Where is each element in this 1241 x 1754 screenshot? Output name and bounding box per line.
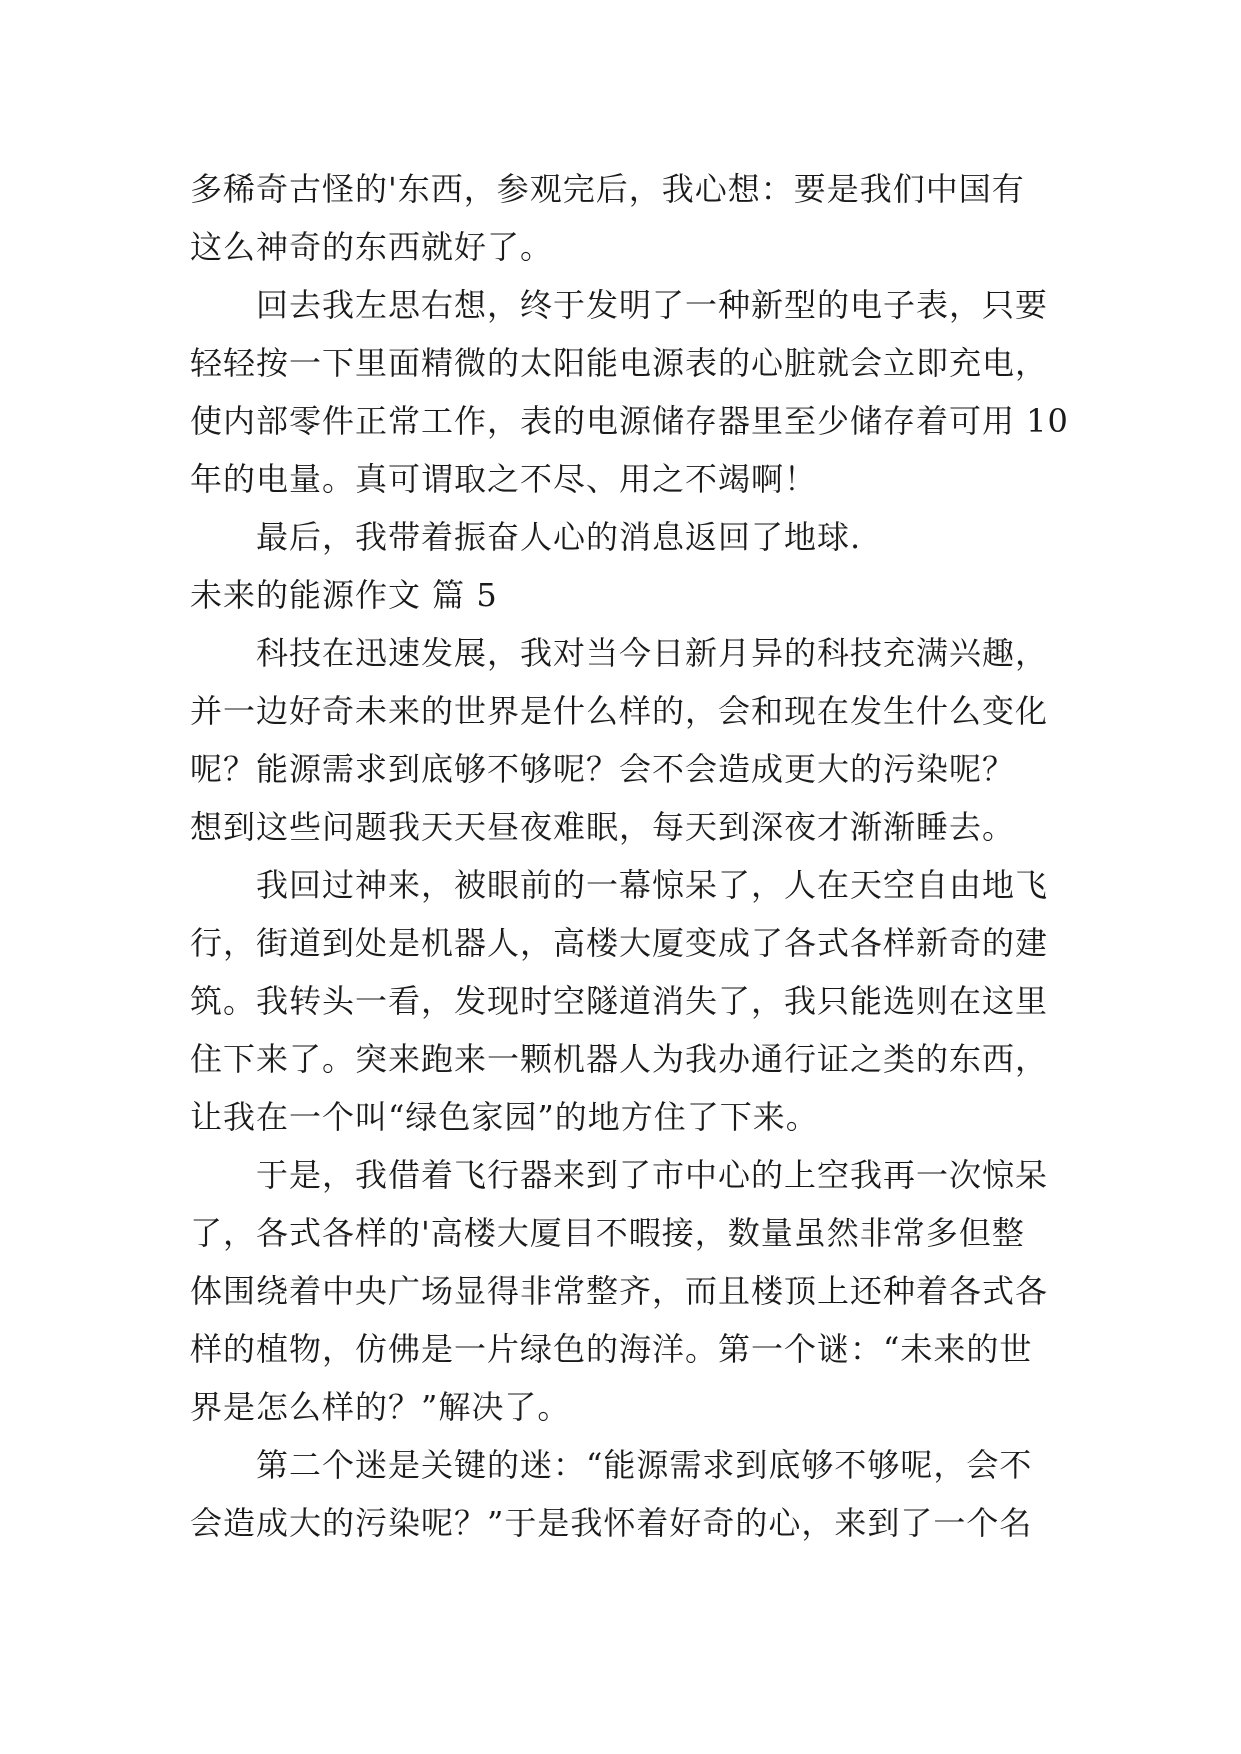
text-line: 让我在一个叫“绿色家园”的地方住了下来。	[190, 1098, 819, 1136]
text-line: 行，街道到处是机器人，高楼大厦变成了各式各样新奇的建	[190, 924, 1049, 962]
text-line: 使内部零件正常工作，表的电源储存器里至少储存着可用 10	[190, 402, 1069, 440]
text-line: 界是怎么样的？”解决了。	[190, 1388, 571, 1426]
paragraph-first-line: 科技在迅速发展，我对当今日新月异的科技充满兴趣，	[256, 634, 1049, 672]
paragraph-first-line: 我回过神来，被眼前的一幕惊呆了，人在天空自由地飞	[256, 866, 1049, 904]
text-line: 了，各式各样的'高楼大厦目不暇接，数量虽然非常多但整	[190, 1214, 1025, 1252]
paragraph-first-line: 最后，我带着振奋人心的消息返回了地球.	[256, 518, 862, 556]
section-heading: 未来的能源作文 篇 5	[190, 576, 498, 614]
text-line: 这么神奇的东西就好了。	[190, 228, 554, 266]
text-line: 想到这些问题我天天昼夜难眠，每天到深夜才渐渐睡去。	[190, 808, 1016, 846]
text-line: 住下来了。突来跑来一颗机器人为我办通行证之类的东西，	[190, 1040, 1049, 1078]
paragraph-first-line: 第二个迷是关键的迷：“能源需求到底够不够呢，会不	[256, 1446, 1033, 1484]
text-line: 轻轻按一下里面精微的太阳能电源表的心脏就会立即充电，	[190, 344, 1049, 382]
text-line: 样的植物，仿佛是一片绿色的海洋。第一个谜：“未来的世	[190, 1330, 1033, 1368]
text-line: 呢？能源需求到底够不够呢？会不会造成更大的污染呢？	[190, 750, 1016, 788]
text-line: 筑。我转头一看，发现时空隧道消失了，我只能选则在这里	[190, 982, 1049, 1020]
text-line: 并一边好奇未来的世界是什么样的，会和现在发生什么变化	[190, 692, 1049, 730]
document-page	[190, 160, 1070, 1552]
paragraph-first-line: 回去我左思右想，终于发明了一种新型的电子表，只要	[256, 286, 1049, 324]
text-line: 会造成大的污染呢？”于是我怀着好奇的心，来到了一个名	[190, 1504, 1033, 1542]
text-line: 年的电量。真可谓取之不尽、用之不竭啊！	[190, 460, 818, 498]
text-line: 体围绕着中央广场显得非常整齐，而且楼顶上还种着各式各	[190, 1272, 1049, 1310]
text-line: 多稀奇古怪的'东西，参观完后，我心想：要是我们中国有	[190, 170, 1025, 208]
paragraph-first-line: 于是，我借着飞行器来到了市中心的上空我再一次惊呆	[256, 1156, 1049, 1194]
